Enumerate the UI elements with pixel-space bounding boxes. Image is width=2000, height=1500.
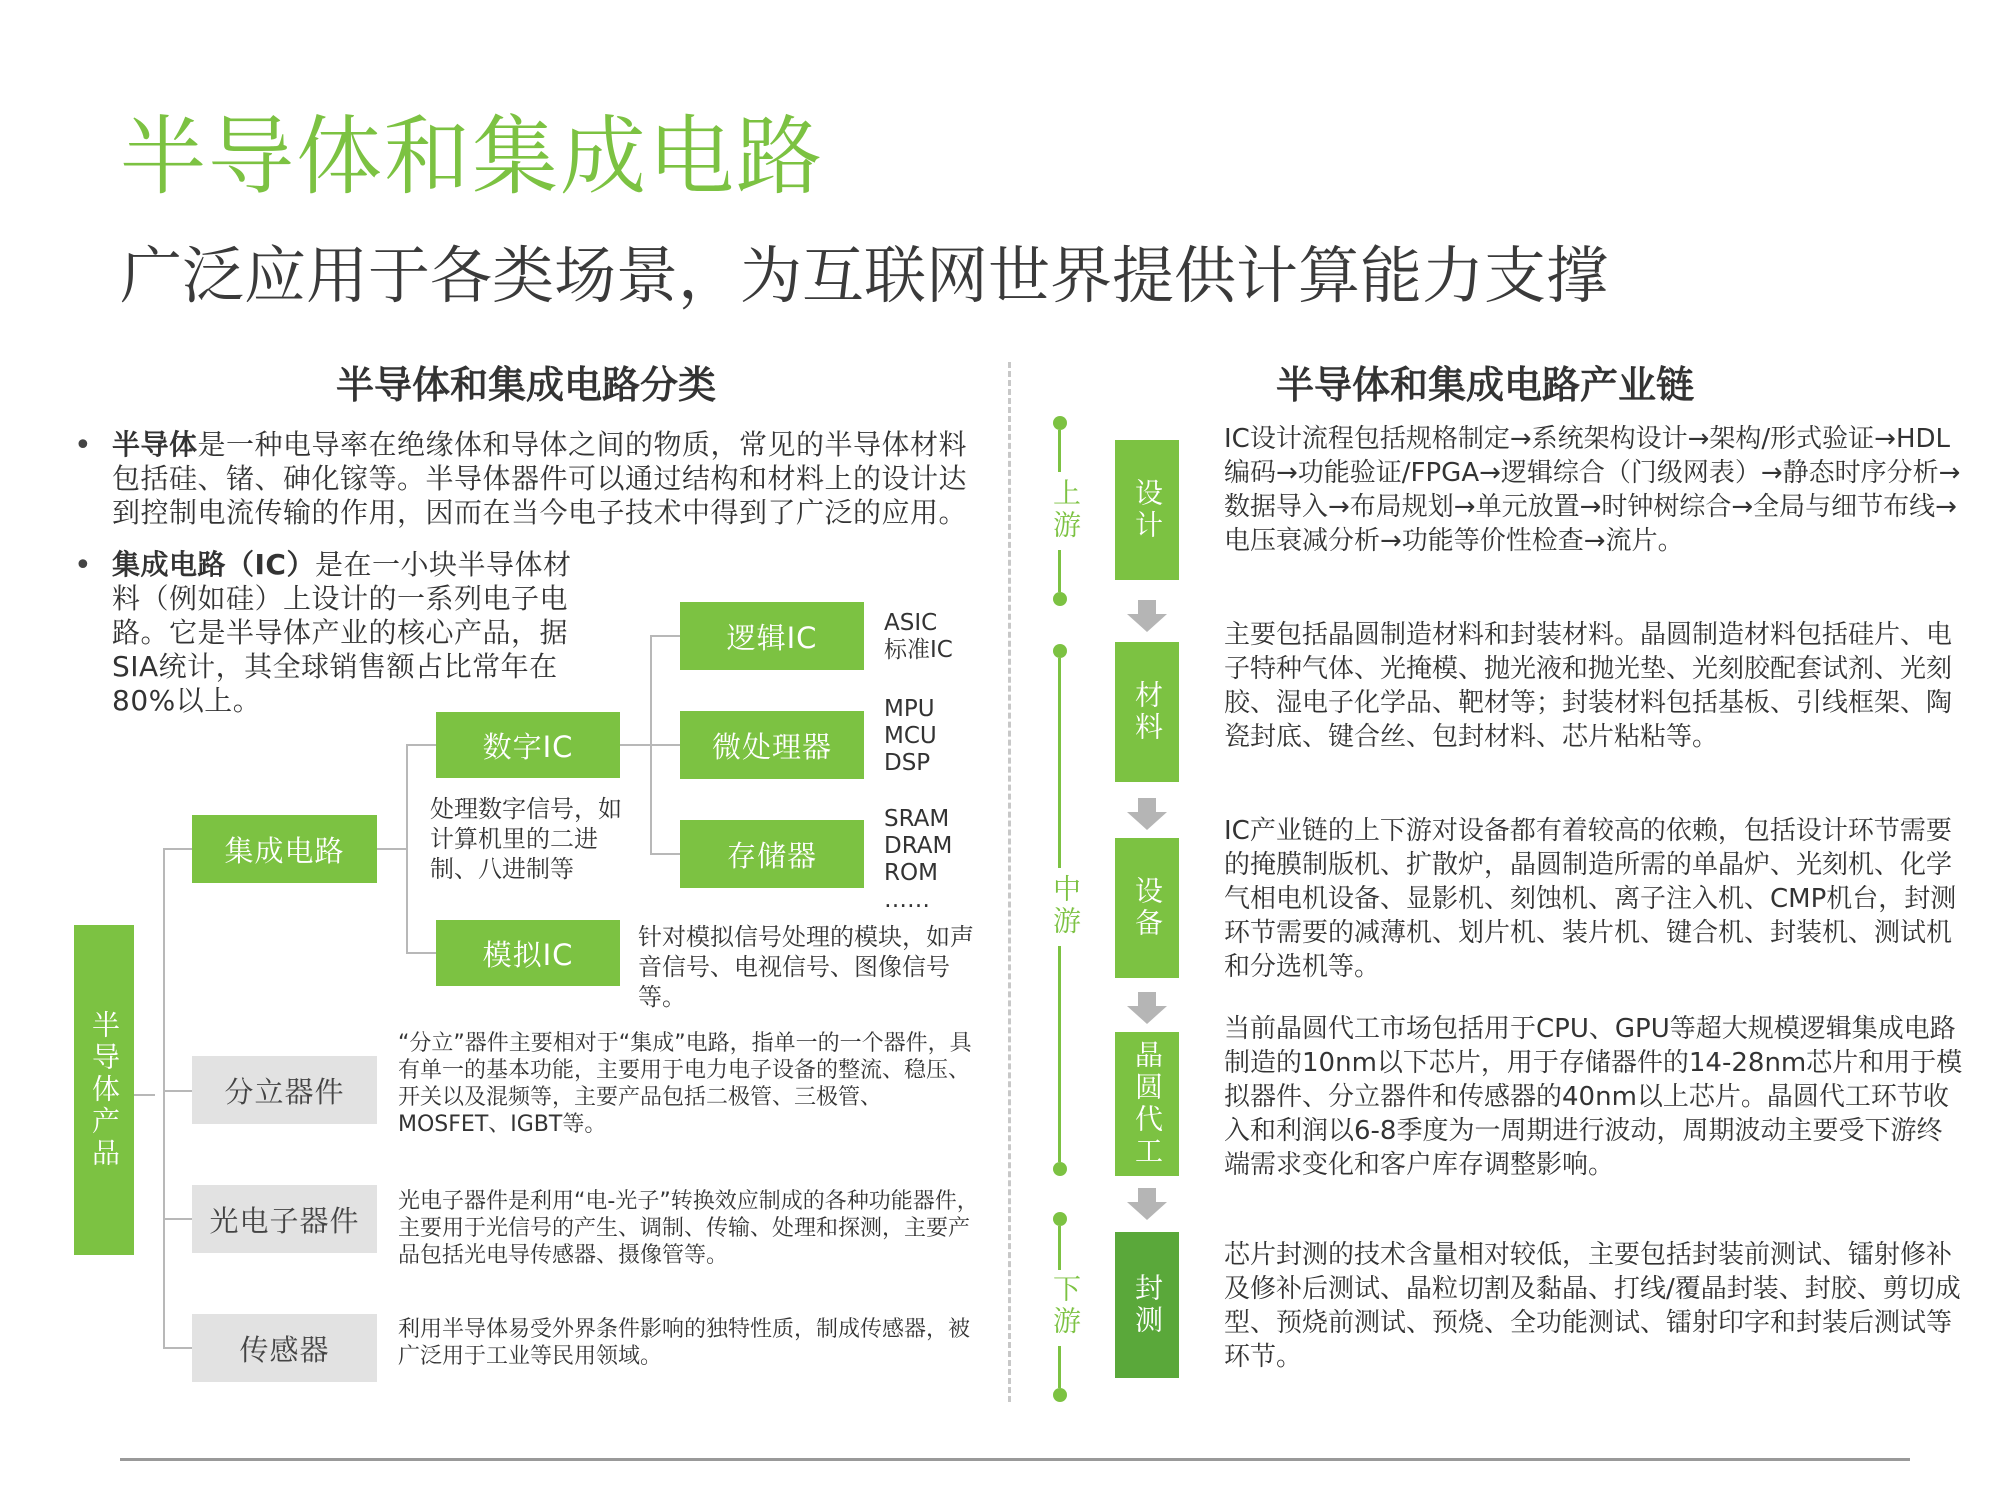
stage-downstream-label: 下游 [1049,1274,1082,1338]
arrow-down-icon [1138,798,1156,812]
connector [406,744,436,746]
page-title: 半导体和集成电路 [120,107,824,207]
timeline-line [1058,1226,1061,1270]
connector [163,1218,193,1220]
materials-description: 主要包括晶圆制造材料和封装材料。晶圆制造材料包括硅片、电子特种气体、光掩模、抛光液和抛光垫、光刻胶配套试剂、光刻胶、湿电子化学品、靶材等；封装材料包括基板、引线框架、陶瓷封底、键合丝、包封材料、芯片粘粘等。 [1224,620,1953,752]
integrated-circuit-box: 集成电路 [192,815,377,883]
step-packaging-testing-box: 封测 [1115,1232,1179,1378]
step-equipment-box: 设备 [1115,838,1179,978]
arrow-down-icon [1138,1188,1156,1202]
logic-ic-box: 逻辑IC [680,602,864,670]
connector [376,848,406,850]
bullet-2: • [74,548,92,583]
step-materials-box: 材料 [1115,642,1179,782]
timeline-line [1058,430,1061,472]
ic-text: 是在一小块半导体材料（例如硅）上设计的一系列电子电路。它是半导体产业的核心产品，据SIA统计，其全球销售额占比常年在80%以上。 [112,548,572,717]
analog-ic-box: 模拟IC [436,920,620,986]
discrete-devices-description: “分立”器件主要相对于“集成”电路，指单一的一个器件，具有单一的基本功能，主要用于电力电子设备的整流、稳压、开关以及混频等，主要产品包括二极管、三极管、MOSFET、IGBT等。 [398,1031,972,1137]
timeline-line [1058,1346,1061,1388]
discrete-devices-box: 分立器件 [192,1056,377,1124]
semiconductor-products-box: 半导体产品 [74,925,134,1255]
memory-list: SRAM DRAM ROM …… [884,806,953,913]
step-design-box: 设计 [1115,440,1179,580]
bullet-1: • [74,428,92,463]
optoelectronic-devices-box: 光电子器件 [192,1185,377,1253]
arrow-down-icon [1127,812,1167,830]
footer-rule [120,1458,1910,1461]
sensor-box: 传感器 [192,1314,377,1382]
connector [406,952,436,954]
digital-ic-description: 处理数字信号，如计算机里的二进制、八进制等 [430,795,622,883]
equipment-description: IC产业链的上下游对设备都有着较高的依赖，包括设计环节需要的掩膜制版机、扩散炉，晶圆制造所需的单晶炉、光刻机、化学气相电机设备、显影机、刻蚀机、离子注入机、CMP机台，封测环节需要的减薄机、划片机、装片机、键合机、封装机、测试机和分选机等。 [1224,816,1957,982]
memory-box: 存储器 [680,820,864,888]
connector [650,853,680,855]
timeline-line [1058,658,1061,868]
connector [163,1347,193,1349]
ic-paragraph [112,548,597,718]
microprocessor-list: MPU MCU DSP [884,696,937,776]
right-heading: 半导体和集成电路产业链 [1276,363,1695,407]
semiconductor-text: 是一种电导率在绝缘体和导体之间的物质，常见的半导体材料包括硅、锗、砷化镓等。半导体器件可以通过结构和材料上的设计达到控制电流传输的作用，因而在当今电子技术中得到了广泛的应用。 [112,428,968,529]
foundry-description: 当前晶圆代工市场包括用于CPU、GPU等超大规模逻辑集成电路制造的10nm以下芯片，用于存储器件的14-28nm芯片和用于模拟器件、分立器件和传感器的40nm以上芯片。晶圆代工环节收入和利润以6-8季度为一周期进行波动，周期波动主要受下游终端需求变化和客户库存调整影响。 [1224,1014,1963,1180]
analog-ic-description: 针对模拟信号处理的模块，如声音信号、电视信号、图像信号等。 [638,923,974,1011]
page-subtitle: 广泛应用于各类场景，为互联网世界提供计算能力支撑 [120,239,1609,312]
timeline-dot [1053,1212,1067,1226]
timeline-dot [1053,1162,1067,1176]
stage-upstream-label: 上游 [1049,478,1082,542]
connector [163,848,193,850]
semiconductor-paragraph [112,428,992,530]
connector [650,635,680,637]
sensor-description: 利用半导体易受外界条件影响的独特性质，制成传感器，被广泛用于工业等民用领域。 [398,1317,971,1369]
stage-midstream-label: 中游 [1049,874,1082,938]
timeline-line [1058,550,1061,592]
ic-term: 集成电路（IC） [112,548,315,581]
connector [650,744,680,746]
left-heading: 半导体和集成电路分类 [336,363,717,407]
timeline-dot [1053,592,1067,606]
timeline-line [1058,946,1061,1162]
arrow-down-icon [1127,1006,1167,1024]
logic-ic-list: ASIC 标准IC [884,610,953,663]
arrow-down-icon [1138,600,1156,614]
arrow-down-icon [1138,992,1156,1006]
timeline-dot [1053,416,1067,430]
arrow-down-icon [1127,1202,1167,1220]
connector [620,744,650,746]
timeline-dot [1053,1388,1067,1402]
connector [406,744,408,954]
connector [163,848,165,1348]
digital-ic-box: 数字IC [436,712,620,778]
microprocessor-box: 微处理器 [680,711,864,779]
packaging-testing-description: 芯片封测的技术含量相对较低，主要包括封装前测试、镭射修补及修补后测试、晶粒切割及黏晶、打线/覆晶封装、封胶、剪切成型、预烧前测试、预烧、全功能测试、镭射印字和封装后测试等环节。 [1224,1240,1961,1372]
design-description: IC设计流程包括规格制定→系统架构设计→架构/形式验证→HDL编码→功能验证/FPGA→逻辑综合（门级网表）→静态时序分析→数据导入→布局规划→单元放置→时钟树综合→全局与细节布线→电压衰减分析→功能等价性检查→流片。 [1224,424,1961,556]
step-foundry-box: 晶圆代工 [1115,1032,1179,1176]
semiconductor-term: 半导体 [112,428,198,461]
optoelectronic-devices-description: 光电子器件是利用“电-光子”转换效应制成的各种功能器件，主要用于光信号的产生、调制、传输、处理和探测，主要产品包括光电导传感器、摄像管等。 [398,1189,979,1268]
column-divider [1008,362,1011,1402]
timeline-dot [1053,644,1067,658]
arrow-down-icon [1127,614,1167,632]
connector [163,1090,193,1092]
